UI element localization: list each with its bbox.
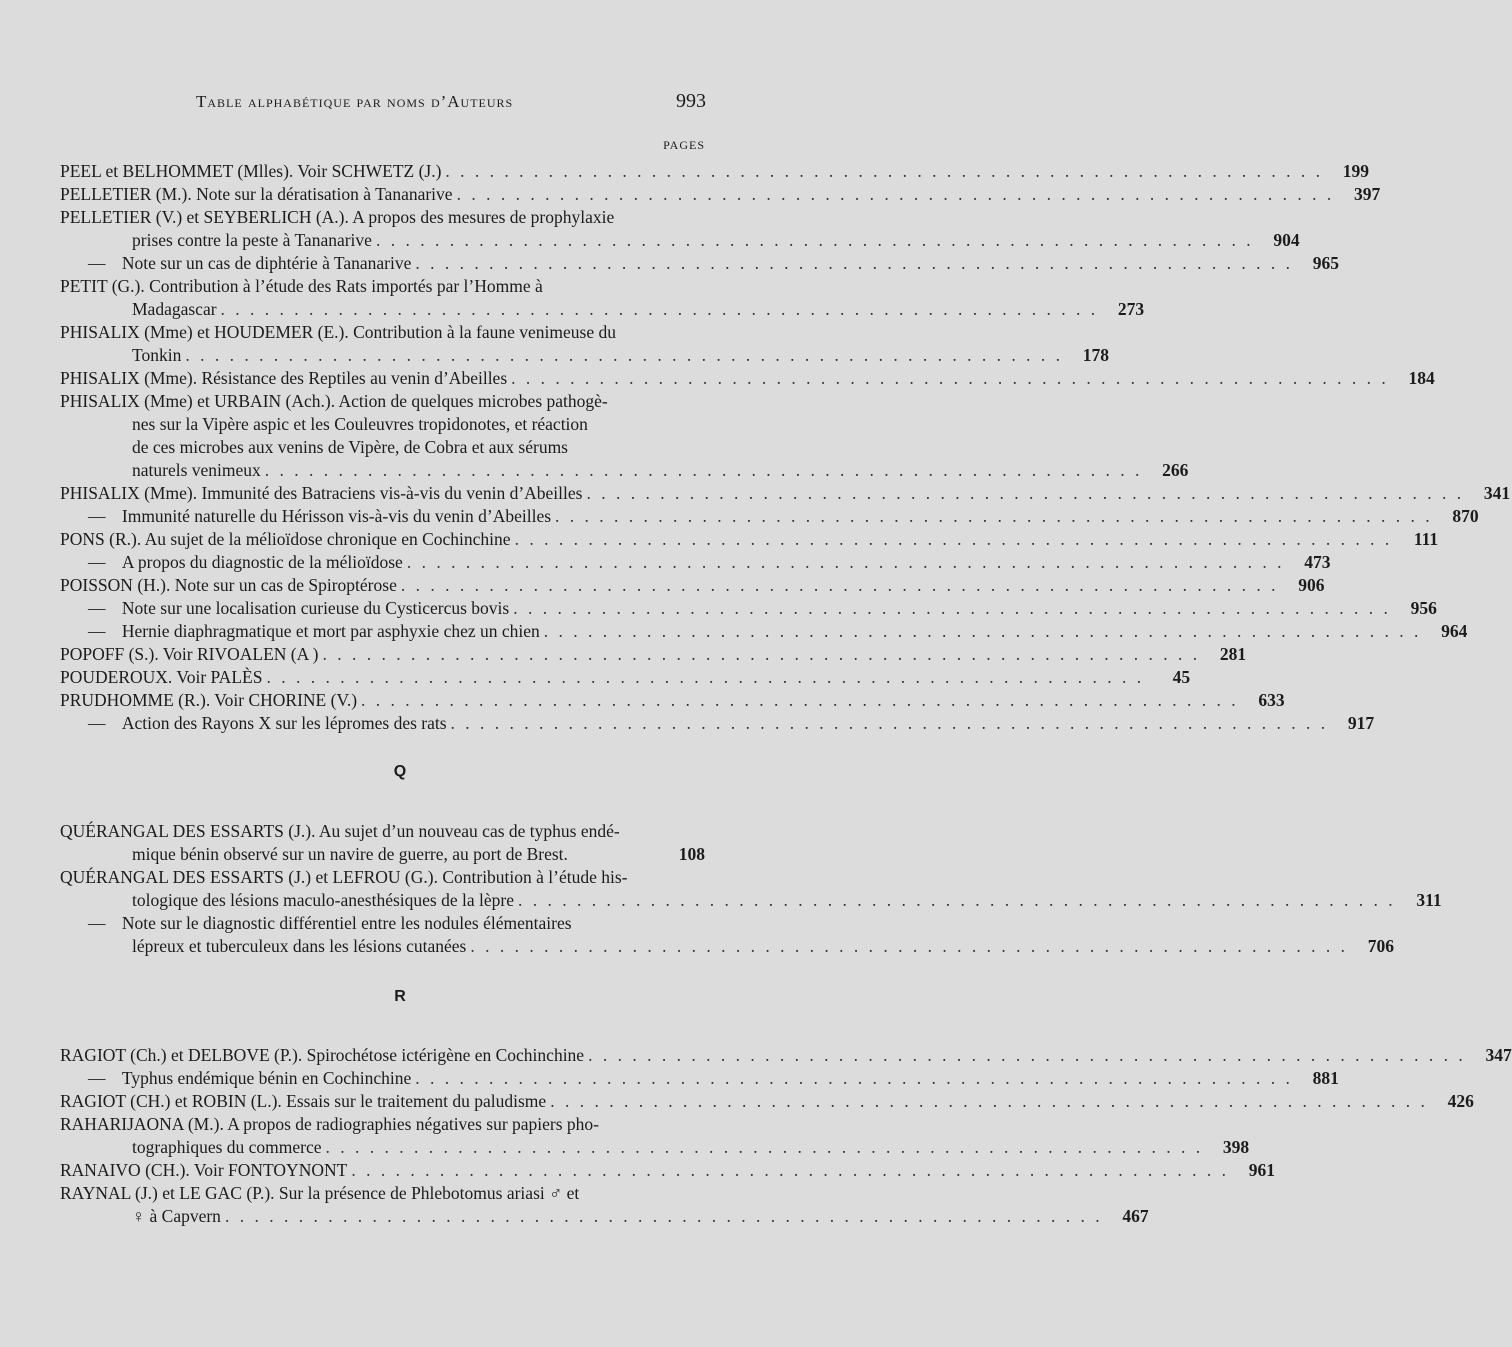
- index-entry: [60, 321, 1109, 367]
- dot-leader: . . . . . . . . . . . . . . . . . . . . . . . . . . . . . . . . . . . . . . . . . . . . . . . . . . . . . . . . . . . .: [325, 1137, 1204, 1157]
- dot-leader: [616, 321, 659, 344]
- entry-line: [60, 505, 1479, 528]
- dot-leader: . . . . . . . . . . . . . . . . . . . . . . . . . . . . . . . . . . . . . . . . . . . . . . . . . . . . . . . . . . . .: [445, 161, 1324, 181]
- entry-text: PHISALIX (Mme). Immunité des Batraciens vis-à-vis du venin d’Abeilles: [60, 483, 583, 503]
- dot-leader: [614, 206, 659, 229]
- entry-text: — Note sur un cas de diphtérie à Tananarive: [88, 252, 411, 275]
- entry-text: PHISALIX (Mme). Résistance des Reptiles au venin d’Abeilles: [60, 368, 508, 388]
- page-reference: 341: [1483, 483, 1511, 503]
- page-reference: 906: [1298, 575, 1325, 595]
- entry-line: [60, 597, 1437, 620]
- index-entry: [60, 275, 1145, 321]
- entry-text: naturels venimeux: [132, 460, 261, 480]
- entry-text: — Note sur le diagnostic différentiel entre les nodules élémentaires: [88, 912, 572, 935]
- entry-line: [60, 160, 1370, 183]
- dot-leader: . . . . . . . . . . . . . . . . . . . . . . . . . . . . . . . . . . . . . . . . . . . . . . . . . . . . . . . . . . . .: [400, 575, 1279, 595]
- page-reference: 964: [1441, 621, 1468, 641]
- index-entry: [60, 643, 1247, 666]
- entry-text: PHISALIX (Mme) et HOUDEMER (E.). Contribution à la faune venimeuse du: [60, 322, 617, 342]
- page-reference: [659, 1113, 705, 1136]
- dot-leader: . . . . . . . . . . . . . . . . . . . . . . . . . . . . . . . . . . . . . . . . . . . . . . . . . . . . . . . . . . . .: [513, 598, 1391, 618]
- entry-line: [60, 666, 1191, 689]
- entry-text: POISSON (H.). Note sur un cas de Spiroptérose: [60, 575, 397, 595]
- entry-line: [60, 482, 1511, 505]
- page-reference: 199: [1342, 161, 1370, 181]
- dot-leader: . . . . . . . . . . . . . . . . . . . . . . . . . . . . . . . . . . . . . . . . . . . . . . . . . . . . . . . . . . . .: [322, 644, 1201, 664]
- page-reference: 961: [1248, 1160, 1275, 1180]
- entry-line: [60, 459, 1189, 482]
- page-reference: [659, 275, 705, 298]
- entry-text: — Typhus endémique bénin en Cochinchine: [88, 1067, 411, 1090]
- dot-leader: . . . . . . . . . . . . . . . . . . . . . . . . . . . . . . . . . . . . . . . . . . . . . . . . . . . . . . . . . . . .: [517, 890, 1396, 910]
- entry-text: PETIT (G.). Contribution à l’étude des Rats importés par l’Homme à: [60, 276, 543, 296]
- entry-line: [60, 1090, 1474, 1113]
- entry-text: PRUDHOMME (R.). Voir CHORINE (V.): [60, 690, 358, 710]
- entry-line: [60, 1113, 705, 1136]
- dot-leader: . . . . . . . . . . . . . . . . . . . . . . . . . . . . . . . . . . . . . . . . . . . . . . . . . . . . . . . . . . . .: [351, 1160, 1229, 1180]
- dot-leader: [620, 820, 659, 843]
- entry-line: [60, 689, 1285, 712]
- running-title: Table alphabétique par noms d’Auteurs: [196, 92, 514, 111]
- entry-line: [60, 1044, 1512, 1067]
- entry-text: ♀ à Capvern: [132, 1206, 221, 1226]
- page-reference: 281: [1219, 644, 1247, 664]
- entry-text: RAGIOT (Ch.) et DELBOVE (P.). Spirochétose ictérigène en Cochinchine: [60, 1045, 585, 1065]
- entry-line: [60, 820, 705, 843]
- page-reference: 917: [1347, 713, 1375, 733]
- index-entry: [60, 1090, 1474, 1113]
- entry-line: [60, 413, 705, 436]
- entry-line: [60, 620, 1468, 643]
- page-reference: 706: [1367, 936, 1394, 956]
- entry-text: PELLETIER (M.). Note sur la dératisation à Tananarive: [60, 184, 453, 204]
- entry-text: RAYNAL (J.) et LE GAC (P.). Sur la présence de Phlebotomus ariasi ♂ et: [60, 1183, 580, 1203]
- entry-text: PONS (R.). Au sujet de la mélioïdose chronique en Cochinchine: [60, 529, 511, 549]
- index-entry: [60, 620, 1468, 643]
- entry-text: RANAIVO (CH.). Voir FONTOYNONT: [60, 1160, 348, 1180]
- page-reference: 426: [1447, 1091, 1474, 1111]
- index-entry: [60, 689, 1285, 712]
- dot-leader: . . . . . . . . . . . . . . . . . . . . . . . . . . . . . . . . . . . . . . . . . . . . . . . . . . . . . . . . . . . .: [511, 368, 1389, 388]
- entry-line: [60, 298, 1145, 321]
- dot-leader: [608, 390, 659, 413]
- dot-leader: [588, 413, 659, 436]
- entry-line: [60, 344, 1109, 367]
- entry-line: [60, 889, 1442, 912]
- dot-leader: [568, 843, 659, 866]
- page-reference: [659, 436, 705, 459]
- entry-line: [60, 1136, 1250, 1159]
- index-entry: [60, 574, 1325, 597]
- page-reference: [659, 390, 705, 413]
- entry-line: [60, 843, 705, 866]
- dot-leader: . . . . . . . . . . . . . . . . . . . . . . . . . . . . . . . . . . . . . . . . . . . . . . . . . . . . . . . . . . . .: [588, 1045, 1466, 1065]
- entry-line: [60, 183, 1381, 206]
- page-reference: 881: [1312, 1068, 1339, 1088]
- entry-line: [60, 643, 1247, 666]
- index-entry: [60, 528, 1439, 551]
- entry-text: RAGIOT (CH.) et ROBIN (L.). Essais sur le traitement du paludisme: [60, 1091, 547, 1111]
- page-reference: [659, 321, 705, 344]
- entry-text: Madagascar: [132, 299, 217, 319]
- page-reference: 398: [1222, 1137, 1250, 1157]
- dot-leader: [543, 275, 659, 298]
- dot-leader: . . . . . . . . . . . . . . . . . . . . . . . . . . . . . . . . . . . . . . . . . . . . . . . . . . . . . . . . . . . .: [415, 253, 1294, 273]
- page-reference: 111: [1413, 529, 1439, 549]
- index-entry: [60, 160, 1370, 183]
- entry-line: [60, 574, 1325, 597]
- page-number: 993: [676, 90, 706, 112]
- index-entry: [60, 597, 1437, 620]
- index-entry: [60, 367, 1435, 390]
- dot-leader: . . . . . . . . . . . . . . . . . . . . . . . . . . . . . . . . . . . . . . . . . . . . . . . . . . . . . . . . . . . .: [361, 690, 1239, 710]
- entry-text: nes sur la Vipère aspic et les Couleuvres tropidonotes, et réaction: [132, 414, 588, 434]
- entry-text: QUÉRANGAL DES ESSARTS (J.). Au sujet d’un nouveau cas de typhus endé-: [60, 821, 620, 841]
- dot-leader: [579, 1182, 659, 1205]
- dot-leader: . . . . . . . . . . . . . . . . . . . . . . . . . . . . . . . . . . . . . . . . . . . . . . . . . . . . . . . . . . . .: [415, 1068, 1293, 1088]
- page-reference: 178: [1082, 345, 1109, 365]
- index-entry: [60, 1067, 1339, 1090]
- entry-text: mique bénin observé sur un navire de guerre, au port de Brest.: [132, 844, 568, 864]
- dot-leader: [572, 912, 659, 935]
- index-entry: [60, 1044, 1512, 1067]
- page-reference: 108: [678, 844, 705, 864]
- entry-line: [60, 1067, 1339, 1090]
- entry-text: PELLETIER (V.) et SEYBERLICH (A.). A propos des mesures de prophylaxie: [60, 207, 615, 227]
- index-entry: [60, 390, 1189, 482]
- page-reference: 467: [1122, 1206, 1149, 1226]
- entry-line: [60, 229, 1300, 252]
- entry-line: [60, 866, 705, 889]
- index-entry: [60, 1113, 1250, 1159]
- page-reference: 45: [1172, 667, 1191, 687]
- dot-leader: . . . . . . . . . . . . . . . . . . . . . . . . . . . . . . . . . . . . . . . . . . . . . . . . . . . . . . . . . . . .: [375, 230, 1254, 250]
- entry-line: [60, 1182, 705, 1205]
- dot-leader: . . . . . . . . . . . . . . . . . . . . . . . . . . . . . . . . . . . . . . . . . . . . . . . . . . . . . . . . . . . .: [224, 1206, 1103, 1226]
- dot-leader: . . . . . . . . . . . . . . . . . . . . . . . . . . . . . . . . . . . . . . . . . . . . . . . . . . . . . . . . . . . .: [264, 460, 1143, 480]
- letter-heading-r: R: [394, 988, 406, 1005]
- dot-leader: . . . . . . . . . . . . . . . . . . . . . . . . . . . . . . . . . . . . . . . . . . . . . . . . . . . . . . . . . . . .: [220, 299, 1099, 319]
- entry-line: [60, 551, 1331, 574]
- dot-leader: . . . . . . . . . . . . . . . . . . . . . . . . . . . . . . . . . . . . . . . . . . . . . . . . . . . . . . . . . . . .: [555, 506, 1433, 526]
- page-header: [0, 92, 800, 122]
- page-reference: 904: [1273, 230, 1300, 250]
- dot-leader: [568, 436, 659, 459]
- page-reference: 397: [1353, 184, 1381, 204]
- entry-text: lépreux et tuberculeux dans les lésions cutanées: [132, 936, 467, 956]
- dot-leader: [599, 1113, 659, 1136]
- page-reference: [659, 206, 705, 229]
- entry-text: — Action des Rayons X sur les lépromes des rats: [88, 712, 447, 735]
- entry-line: [60, 206, 705, 229]
- entry-text: — Hernie diaphragmatique et mort par asphyxie chez un chien: [88, 620, 540, 643]
- page-reference: 870: [1452, 506, 1479, 526]
- index-entry: [60, 206, 1300, 252]
- entry-text: POPOFF (S.). Voir RIVOALEN (A ): [60, 644, 319, 664]
- index-entry: [60, 505, 1479, 528]
- dot-leader: . . . . . . . . . . . . . . . . . . . . . . . . . . . . . . . . . . . . . . . . . . . . . . . . . . . . . . . . . . . .: [550, 1091, 1428, 1111]
- dot-leader: . . . . . . . . . . . . . . . . . . . . . . . . . . . . . . . . . . . . . . . . . . . . . . . . . . . . . . . . . . . .: [266, 667, 1145, 687]
- dot-leader: . . . . . . . . . . . . . . . . . . . . . . . . . . . . . . . . . . . . . . . . . . . . . . . . . . . . . . . . . . . .: [514, 529, 1393, 549]
- pages-column-label: PAGES: [663, 138, 705, 152]
- page-reference: [659, 820, 705, 843]
- entry-text: PEEL et BELHOMMET (Mlles). Voir SCHWETZ (J.): [60, 161, 442, 181]
- dot-leader: . . . . . . . . . . . . . . . . . . . . . . . . . . . . . . . . . . . . . . . . . . . . . . . . . . . . . . . . . . . .: [543, 621, 1422, 641]
- dot-leader: . . . . . . . . . . . . . . . . . . . . . . . . . . . . . . . . . . . . . . . . . . . . . . . . . . . . . . . . . . . .: [185, 345, 1063, 365]
- index-entry: [60, 820, 705, 866]
- dot-leader: [628, 866, 659, 889]
- index-entry: [60, 183, 1381, 206]
- entry-line: [60, 528, 1439, 551]
- entry-text: — Immunité naturelle du Hérisson vis-à-vis du venin d’Abeilles: [88, 505, 551, 528]
- entry-text: PHISALIX (Mme) et URBAIN (Ach.). Action de quelques microbes pathogè-: [60, 391, 608, 411]
- dot-leader: . . . . . . . . . . . . . . . . . . . . . . . . . . . . . . . . . . . . . . . . . . . . . . . . . . . . . . . . . . . .: [406, 552, 1285, 572]
- page-reference: 273: [1117, 299, 1145, 319]
- page-reference: 266: [1162, 460, 1189, 480]
- index-entry: [60, 912, 1394, 958]
- entry-text: de ces microbes aux venins de Vipère, de Cobra et aux sérums: [132, 437, 568, 457]
- index-entry: [60, 712, 1375, 735]
- page-reference: [659, 413, 705, 436]
- entry-text: tographiques du commerce: [132, 1137, 322, 1157]
- index-entry: [60, 866, 1442, 912]
- page-reference: 956: [1410, 598, 1437, 618]
- entry-text: tologique des lésions maculo-anesthésiques de la lèpre: [132, 890, 514, 910]
- page-reference: 473: [1304, 552, 1331, 572]
- index-entry: [60, 666, 1191, 689]
- index-entry: [60, 551, 1331, 574]
- page-reference: [659, 912, 705, 935]
- dot-leader: . . . . . . . . . . . . . . . . . . . . . . . . . . . . . . . . . . . . . . . . . . . . . . . . . . . . . . . . . . . .: [586, 483, 1465, 503]
- entry-line: [60, 1205, 1149, 1228]
- entry-text: POUDEROUX. Voir PALÈS: [60, 667, 263, 687]
- entry-line: [60, 252, 1340, 275]
- entry-text: QUÉRANGAL DES ESSARTS (J.) et LEFROU (G.). Contribution à l’étude his-: [60, 867, 628, 887]
- entry-line: [60, 436, 705, 459]
- entry-text: — A propos du diagnostic de la mélioïdose: [88, 551, 403, 574]
- entry-line: [60, 321, 705, 344]
- page-reference: 965: [1312, 253, 1340, 273]
- entry-line: [60, 912, 705, 935]
- page-reference: [659, 866, 705, 889]
- dot-leader: . . . . . . . . . . . . . . . . . . . . . . . . . . . . . . . . . . . . . . . . . . . . . . . . . . . . . . . . . . . .: [470, 936, 1348, 956]
- entry-text: Tonkin: [132, 345, 182, 365]
- index-entry: [60, 1182, 1149, 1228]
- entry-line: [60, 712, 1375, 735]
- dot-leader: . . . . . . . . . . . . . . . . . . . . . . . . . . . . . . . . . . . . . . . . . . . . . . . . . . . . . . . . . . . .: [456, 184, 1335, 204]
- dot-leader: . . . . . . . . . . . . . . . . . . . . . . . . . . . . . . . . . . . . . . . . . . . . . . . . . . . . . . . . . . . .: [450, 713, 1329, 733]
- index-entry: [60, 1159, 1275, 1182]
- entry-line: [60, 935, 1394, 958]
- entry-text: RAHARIJAONA (M.). A propos de radiographies négatives sur papiers pho-: [60, 1114, 600, 1134]
- index-entry: [60, 252, 1340, 275]
- index-entry: [60, 482, 1511, 505]
- entry-line: [60, 367, 1435, 390]
- entry-text: prises contre la peste à Tananarive: [132, 230, 372, 250]
- page-reference: 311: [1416, 890, 1442, 910]
- entry-line: [60, 275, 705, 298]
- entry-line: [60, 1159, 1275, 1182]
- page-reference: [659, 1182, 705, 1205]
- page-reference: 184: [1408, 368, 1435, 388]
- entry-text: — Note sur une localisation curieuse du Cysticercus bovis: [88, 597, 509, 620]
- page-reference: 347: [1485, 1045, 1512, 1065]
- entry-line: [60, 390, 705, 413]
- page-reference: 633: [1258, 690, 1285, 710]
- letter-heading-q: Q: [393, 763, 407, 780]
